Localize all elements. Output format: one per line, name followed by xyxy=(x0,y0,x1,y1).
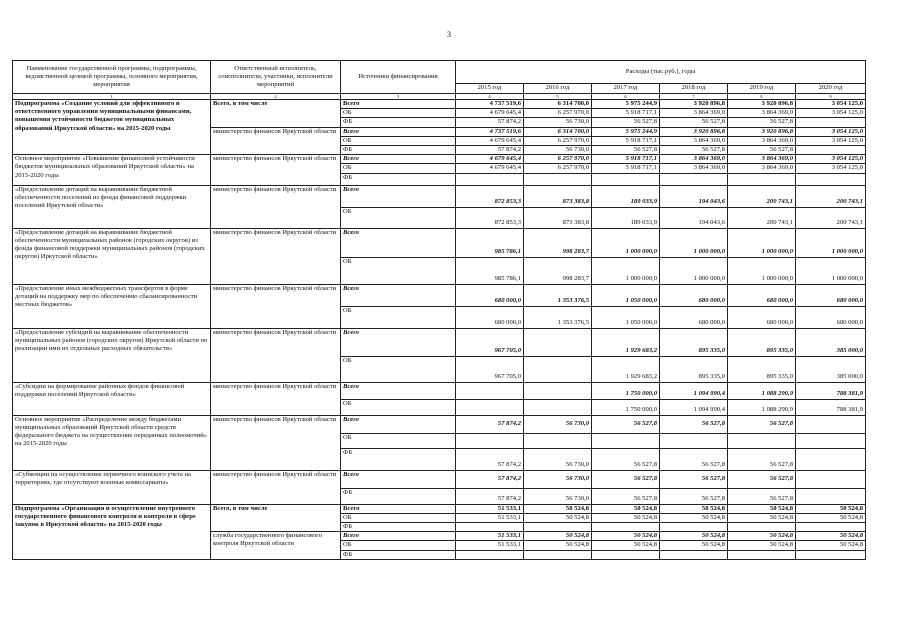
measure-name: «Субвенции на осуществление первичного воинского учета на территориях, где отсутствуют военные комиссариаты» xyxy=(13,470,211,504)
index-cell: 2 xyxy=(211,94,341,100)
value-cell: 1 000 000,0 xyxy=(660,257,728,284)
value-cell: 50 524,8 xyxy=(592,513,660,522)
measure-name: «Предоставление субсидий на выравнивание обеспеченности муниципальных районов (городских округов) Иркутской области по реализации ими их отдельных расходных обязательств» xyxy=(13,328,211,382)
value-cell: 50 524,8 xyxy=(592,532,660,541)
value-cell: 1 000 000,0 xyxy=(592,257,660,284)
value-cell xyxy=(524,399,592,415)
value-cell: 56 527,8 xyxy=(728,118,796,127)
executor-cell: министерство финансов Иркутской области xyxy=(211,284,341,328)
value-cell: 50 524,8 xyxy=(524,504,592,513)
value-cell: 194 043,6 xyxy=(660,207,728,228)
value-cell xyxy=(796,488,866,504)
value-cell: 5 918 717,1 xyxy=(592,109,660,118)
value-cell: 51 533,1 xyxy=(456,541,524,550)
header-row xyxy=(13,61,866,84)
value-cell: 50 524,8 xyxy=(728,504,796,513)
value-cell: 4 679 645,4 xyxy=(456,109,524,118)
value-cell: 200 743,1 xyxy=(796,207,866,228)
table-row xyxy=(13,504,866,513)
source-cell: ОБ xyxy=(341,257,456,284)
index-cell: 9 xyxy=(796,94,866,100)
header-program-name: Наименование государственной программы, подпрограммы, ведомственной целевой программы, основного мероприятия, мероприятия xyxy=(13,61,211,94)
value-cell: 56 527,8 xyxy=(728,488,796,504)
value-cell: 895 335,0 xyxy=(660,328,728,356)
source-cell: Всего xyxy=(341,100,456,109)
activity-name: Основное мероприятие «Распределение между бюджетами муниципальных образований Иркутской области средств федерального бюджета на осуществление переданных полномочий» на 2015-2020 годы xyxy=(13,415,211,470)
table-row xyxy=(13,228,866,257)
value-cell: 680 000,0 xyxy=(796,306,866,328)
value-cell: 4 679 645,4 xyxy=(456,155,524,164)
value-cell: 189 033,9 xyxy=(592,207,660,228)
subprogram-name: Подпрограмма «Организация и осуществление внутреннего государственного финансового контроля и контроля в сфере закупок в Иркутской области» на 2015-2020 годы xyxy=(13,504,211,559)
value-cell: 1 050 000,0 xyxy=(592,284,660,306)
value-cell: 680 000,0 xyxy=(660,284,728,306)
source-cell: Всего xyxy=(341,284,456,306)
value-cell: 56 527,8 xyxy=(660,118,728,127)
value-cell: 680 000,0 xyxy=(456,284,524,306)
value-cell: 56 730,0 xyxy=(524,146,592,155)
value-cell: 680 000,0 xyxy=(728,284,796,306)
source-cell: ОБ xyxy=(341,164,456,173)
value-cell: 3 054 125,0 xyxy=(796,109,866,118)
header-year: 2017 год xyxy=(592,84,660,94)
value-cell: 873 383,8 xyxy=(524,185,592,207)
value-cell: 50 524,8 xyxy=(796,504,866,513)
value-cell: 3 920 896,8 xyxy=(660,127,728,136)
value-cell: 985 786,1 xyxy=(456,228,524,257)
source-cell: Всего xyxy=(341,415,456,433)
executor-cell: министерство финансов Иркутской области xyxy=(211,127,341,155)
index-cell: 5 xyxy=(524,94,592,100)
source-cell: Всего xyxy=(341,155,456,164)
value-cell: 57 874,2 xyxy=(456,415,524,433)
value-cell: 967 705,0 xyxy=(456,356,524,382)
value-cell: 200 743,1 xyxy=(728,207,796,228)
value-cell: 50 524,8 xyxy=(592,504,660,513)
value-cell: 1 929 683,2 xyxy=(592,356,660,382)
value-cell: 1 088 290,9 xyxy=(728,399,796,415)
index-cell: 3 xyxy=(341,94,456,100)
value-cell: 50 524,8 xyxy=(660,513,728,522)
subprogram-name: Подпрограмма «Создание условий для эффективного и ответственного управления муниципальными финансами, повышения устойчивости бюджетов муниципальных образований Иркутской области» на 2015-2020 годы xyxy=(13,100,211,155)
value-cell: 56 527,8 xyxy=(728,146,796,155)
activity-name: Основное мероприятие «Повышение финансовой устойчивости бюджетов муниципальных образований Иркутской области» на 2015-2020 годы xyxy=(13,155,211,185)
table-row xyxy=(13,415,866,433)
value-cell: 385 000,0 xyxy=(796,356,866,382)
value-cell xyxy=(456,382,524,399)
value-cell: 56 527,8 xyxy=(592,470,660,488)
value-cell: 56 527,8 xyxy=(660,488,728,504)
value-cell: 872 853,3 xyxy=(456,185,524,207)
executor-cell: служба государственного финансового контроля Иркутской области xyxy=(211,532,341,560)
value-cell: 3 864 369,0 xyxy=(728,109,796,118)
source-cell: Всего xyxy=(341,504,456,513)
value-cell: 680 000,0 xyxy=(796,284,866,306)
value-cell: 57 874,2 xyxy=(456,470,524,488)
table-row xyxy=(13,284,866,306)
value-cell: 56 527,8 xyxy=(592,488,660,504)
source-cell: ФБ xyxy=(341,488,456,504)
value-cell: 788 381,9 xyxy=(796,382,866,399)
source-cell: ФБ xyxy=(341,448,456,470)
source-cell: ФБ xyxy=(341,550,456,559)
value-cell: 3 864 369,0 xyxy=(728,136,796,145)
value-cell: 57 874,2 xyxy=(456,118,524,127)
value-cell: 4 737 519,6 xyxy=(456,127,524,136)
value-cell: 50 524,8 xyxy=(660,532,728,541)
value-cell: 3 054 125,0 xyxy=(796,155,866,164)
value-cell: 50 524,8 xyxy=(660,504,728,513)
value-cell: 895 335,0 xyxy=(728,328,796,356)
measure-name: «Предоставление иных межбюджетных трансфертов в форме дотаций на поддержку мер по обеспечению сбалансированности местных бюджетов» xyxy=(13,284,211,328)
value-cell xyxy=(524,382,592,399)
value-cell: 57 874,2 xyxy=(456,488,524,504)
value-cell: 56 527,8 xyxy=(728,470,796,488)
source-cell: ОБ xyxy=(341,136,456,145)
value-cell: 56 730,0 xyxy=(524,118,592,127)
value-cell: 50 524,8 xyxy=(524,541,592,550)
value-cell: 1 353 376,5 xyxy=(524,306,592,328)
table-row xyxy=(13,328,866,356)
executor-cell: министерство финансов Иркутской области xyxy=(211,470,341,504)
value-cell: 50 524,8 xyxy=(728,513,796,522)
value-cell: 3 864 369,0 xyxy=(660,155,728,164)
value-cell: 56 730,0 xyxy=(524,448,592,470)
value-cell: 895 335,0 xyxy=(660,356,728,382)
value-cell: 3 864 369,0 xyxy=(660,136,728,145)
executor-cell: министерство финансов Иркутской области xyxy=(211,228,341,284)
value-cell: 788 381,9 xyxy=(796,399,866,415)
value-cell: 5 975 244,9 xyxy=(592,127,660,136)
value-cell xyxy=(796,146,866,155)
header-funding-source: Источники финансирования xyxy=(341,61,456,94)
executor-cell: Всего, в том числе xyxy=(211,504,341,532)
value-cell: 3 920 896,8 xyxy=(728,127,796,136)
header-year: 2019 год xyxy=(728,84,796,94)
value-cell: 200 743,1 xyxy=(796,185,866,207)
value-cell: 1 000 000,0 xyxy=(728,257,796,284)
value-cell xyxy=(796,448,866,470)
value-cell: 56 730,0 xyxy=(524,470,592,488)
value-cell: 5 918 717,1 xyxy=(592,164,660,173)
value-cell: 1 050 000,0 xyxy=(592,306,660,328)
value-cell: 1 094 990,4 xyxy=(660,382,728,399)
value-cell: 3 054 125,0 xyxy=(796,127,866,136)
value-cell: 56 730,0 xyxy=(524,415,592,433)
value-cell: 1 000 000,0 xyxy=(796,228,866,257)
value-cell: 56 527,8 xyxy=(660,415,728,433)
source-cell: Всего xyxy=(341,532,456,541)
header-year: 2020 год xyxy=(796,84,866,94)
value-cell: 3 864 369,0 xyxy=(660,164,728,173)
value-cell: 998 283,7 xyxy=(524,228,592,257)
value-cell: 189 033,9 xyxy=(592,185,660,207)
index-cell: 4 xyxy=(456,94,524,100)
value-cell: 56 527,8 xyxy=(728,448,796,470)
executor-cell: министерство финансов Иркутской области xyxy=(211,155,341,185)
source-cell: ФБ xyxy=(341,523,456,532)
value-cell: 873 383,8 xyxy=(524,207,592,228)
value-cell: 50 524,8 xyxy=(728,541,796,550)
value-cell xyxy=(524,356,592,382)
index-cell: 6 xyxy=(592,94,660,100)
value-cell: 1 000 000,0 xyxy=(592,228,660,257)
value-cell: 4 679 645,4 xyxy=(456,164,524,173)
value-cell: 3 864 369,0 xyxy=(728,164,796,173)
source-cell: Всего xyxy=(341,382,456,399)
value-cell: 56 730,0 xyxy=(524,488,592,504)
table-row xyxy=(13,382,866,399)
header-expenses: Расходы (тыс.руб.), годы xyxy=(456,61,866,84)
value-cell: 194 043,6 xyxy=(660,185,728,207)
value-cell: 50 524,8 xyxy=(660,541,728,550)
value-cell: 50 524,8 xyxy=(796,513,866,522)
value-cell: 4 679 645,4 xyxy=(456,136,524,145)
value-cell: 5 918 717,1 xyxy=(592,155,660,164)
value-cell: 998 283,7 xyxy=(524,257,592,284)
value-cell: 1 000 000,0 xyxy=(660,228,728,257)
value-cell: 6 314 700,0 xyxy=(524,127,592,136)
index-cell: 7 xyxy=(660,94,728,100)
value-cell: 50 524,8 xyxy=(796,541,866,550)
value-cell: 3 054 125,0 xyxy=(796,164,866,173)
value-cell: 56 527,8 xyxy=(660,448,728,470)
value-cell: 51 533,1 xyxy=(456,504,524,513)
value-cell: 50 524,8 xyxy=(728,532,796,541)
value-cell: 895 335,0 xyxy=(728,356,796,382)
value-cell: 3 920 896,8 xyxy=(728,100,796,109)
value-cell: 1 000 000,0 xyxy=(728,228,796,257)
value-cell: 6 257 970,0 xyxy=(524,109,592,118)
value-cell: 1 000 000,0 xyxy=(796,257,866,284)
value-cell: 6 257 970,0 xyxy=(524,164,592,173)
executor-cell: министерство финансов Иркутской области xyxy=(211,328,341,382)
value-cell: 3 054 125,0 xyxy=(796,100,866,109)
value-cell: 56 527,8 xyxy=(592,118,660,127)
value-cell: 200 743,1 xyxy=(728,185,796,207)
source-cell: ОБ xyxy=(341,109,456,118)
source-cell: ОБ xyxy=(341,306,456,328)
source-cell: Всего xyxy=(341,185,456,207)
executor-cell: министерство финансов Иркутской области xyxy=(211,382,341,415)
value-cell: 51 533,1 xyxy=(456,532,524,541)
value-cell: 56 527,8 xyxy=(660,470,728,488)
expenses-table xyxy=(12,60,866,560)
value-cell: 50 524,8 xyxy=(524,513,592,522)
value-cell xyxy=(456,399,524,415)
header-year: 2016 год xyxy=(524,84,592,94)
index-cell: 8 xyxy=(728,94,796,100)
table-row xyxy=(13,470,866,488)
source-cell: ОБ xyxy=(341,513,456,522)
measure-name: «Предоставление дотаций на выравнивание бюджетной обеспеченности муниципальных районов (городских округов) из фонда финансовой поддержки муниципальных районов (городских округов) Иркутской области» xyxy=(13,228,211,284)
value-cell: 3 920 896,8 xyxy=(660,100,728,109)
table-row xyxy=(13,185,866,207)
source-cell: Всего xyxy=(341,228,456,257)
value-cell: 985 786,1 xyxy=(456,257,524,284)
value-cell: 50 524,8 xyxy=(524,532,592,541)
value-cell xyxy=(796,470,866,488)
measure-name: «Предоставление дотаций на выравнивание бюджетной обеспеченности поселений из фонда финансовой поддержки поселений Иркутской области» xyxy=(13,185,211,228)
value-cell: 57 874,2 xyxy=(456,146,524,155)
value-cell: 967 705,0 xyxy=(456,328,524,356)
value-cell: 1 094 990,4 xyxy=(660,399,728,415)
source-cell: Всего xyxy=(341,328,456,356)
value-cell: 50 524,8 xyxy=(592,541,660,550)
value-cell: 6 257 970,0 xyxy=(524,136,592,145)
source-cell: ФБ xyxy=(341,146,456,155)
value-cell: 51 533,1 xyxy=(456,513,524,522)
source-cell: ФБ xyxy=(341,173,456,185)
executor-cell: министерство финансов Иркутской области xyxy=(211,185,341,228)
value-cell xyxy=(796,118,866,127)
value-cell: 5 975 244,9 xyxy=(592,100,660,109)
value-cell xyxy=(796,415,866,433)
value-cell: 385 000,0 xyxy=(796,328,866,356)
value-cell: 56 527,8 xyxy=(592,415,660,433)
value-cell: 680 000,0 xyxy=(456,306,524,328)
measure-name: «Субсидии на формирование районных фондов финансовой поддержки поселений Иркутской области» xyxy=(13,382,211,415)
value-cell: 3 864 369,0 xyxy=(660,109,728,118)
value-cell: 56 527,8 xyxy=(592,146,660,155)
source-cell: ОБ xyxy=(341,399,456,415)
source-cell: ФБ xyxy=(341,118,456,127)
header-year: 2018 год xyxy=(660,84,728,94)
header-executor: Ответственный исполнитель, соисполнители, участники, исполнители мероприятий xyxy=(211,61,341,94)
source-cell: ОБ xyxy=(341,207,456,228)
table-row xyxy=(13,155,866,164)
value-cell: 6 314 700,0 xyxy=(524,100,592,109)
executor-cell: министерство финансов Иркутской области xyxy=(211,415,341,470)
page-number: 3 xyxy=(447,30,451,39)
value-cell: 1 750 000,0 xyxy=(592,399,660,415)
source-cell: Всего xyxy=(341,470,456,488)
value-cell: 56 527,8 xyxy=(660,146,728,155)
table-row xyxy=(13,100,866,109)
value-cell: 56 527,8 xyxy=(592,448,660,470)
value-cell: 1 088 290,9 xyxy=(728,382,796,399)
value-cell: 1 929 683,2 xyxy=(592,328,660,356)
value-cell xyxy=(524,328,592,356)
source-cell: ОБ xyxy=(341,356,456,382)
source-cell: Всего xyxy=(341,127,456,136)
value-cell: 56 527,8 xyxy=(728,415,796,433)
source-cell: ОБ xyxy=(341,541,456,550)
value-cell: 680 000,0 xyxy=(660,306,728,328)
value-cell: 5 918 717,1 xyxy=(592,136,660,145)
value-cell: 3 054 125,0 xyxy=(796,136,866,145)
value-cell: 680 000,0 xyxy=(728,306,796,328)
source-cell: ОБ xyxy=(341,433,456,448)
executor-cell: Всего, в том числе xyxy=(211,100,341,128)
value-cell: 1 750 000,0 xyxy=(592,382,660,399)
value-cell: 6 257 970,0 xyxy=(524,155,592,164)
value-cell: 872 853,3 xyxy=(456,207,524,228)
value-cell: 1 353 376,5 xyxy=(524,284,592,306)
value-cell: 3 864 369,0 xyxy=(728,155,796,164)
value-cell: 4 737 519,6 xyxy=(456,100,524,109)
index-cell: 1 xyxy=(13,94,211,100)
header-year: 2015 год xyxy=(456,84,524,94)
value-cell: 57 874,2 xyxy=(456,448,524,470)
value-cell: 50 524,8 xyxy=(796,532,866,541)
